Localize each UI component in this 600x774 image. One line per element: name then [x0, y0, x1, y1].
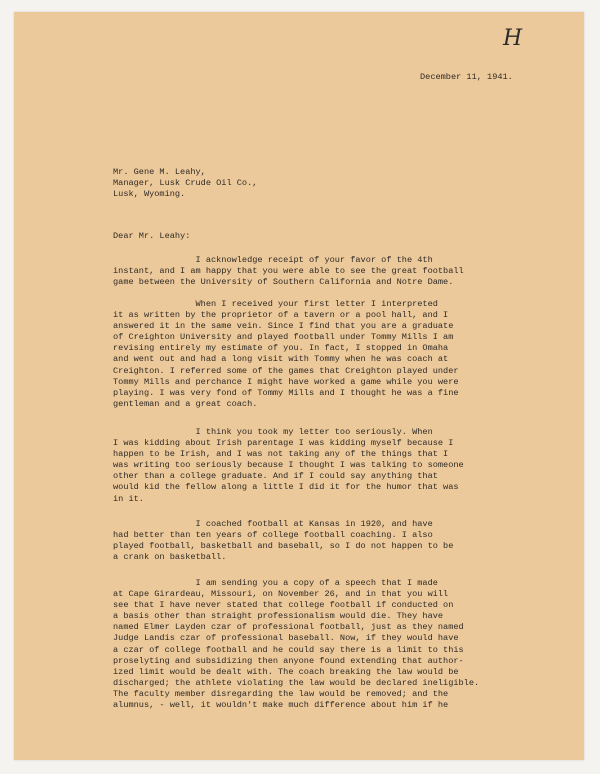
paragraph-coaching: I coached football at Kansas in 1920, and have had better than ten years of college football coaching. I also played football, basketball and baseball, so I do not happen to be a crank on basketball. — [113, 519, 454, 563]
paragraph-irish: I think you took my letter too seriously. When I was kidding about Irish parentage I was kidding myself because I happen to be Irish, and I was not taking any of the things that I was writing too seriously because I thought I was talking to someone other than a college graduate. And if I could say anything that would kid the fellow along a little I did it for the humor that was in it. — [113, 427, 464, 504]
paragraph-speech: I am sending you a copy of a speech that I made at Cape Girardeau, Missouri, on November 26, and in that you will see that I have never stated that college football if conducted on a basis other than straight professionalism would die. They have named Elmer Layden czar of professional football, just as they named Judge Landis czar of professional baseball. Now, if they would have a czar of college football and he could say there is a limit to this proselyting and subsidizing then anyone found extending that author- ized limit would be dealt with. The coach breaking the law would be discharged; the athlete violating the law would be declared ineligible. The faculty member disregarding the law would be removed; and the alumnus, - well, it wouldn't make much difference about him if he — [113, 578, 480, 711]
handwritten-mark: H — [503, 26, 523, 51]
paragraph-creighton: When I received your first letter I interpreted it as written by the proprietor of a tavern or a pool hall, and I answered it in the same vein. Since I find that you are a graduate of Creighton University and played football under Tommy Mills I am revising entirely my estimate of you. In fact, I stopped in Omaha and went out and had a long visit with Tommy when he was coach at Creighton. I referred some of the games that Creighton played under Tommy Mills and perchance I might have worked a game while you were playing. I was very fond of Tommy Mills and I thought he was a fine gentleman and a great coach. — [113, 299, 459, 409]
recipient-line: Manager, Lusk Crude Oil Co., — [113, 178, 258, 189]
salutation: Dear Mr. Leahy: — [113, 231, 191, 241]
letter-date: December 11, 1941. — [420, 72, 513, 82]
paragraph-acknowledgement: I acknowledge receipt of your favor of the 4th instant, and I am happy that you were able to see the great football game between the University of Southern California and Notre Dame. — [113, 255, 464, 288]
recipient-line: Mr. Gene M. Leahy, — [113, 167, 206, 177]
recipient-line: Lusk, Wyoming. — [113, 189, 186, 200]
recipient-address — [113, 167, 257, 200]
